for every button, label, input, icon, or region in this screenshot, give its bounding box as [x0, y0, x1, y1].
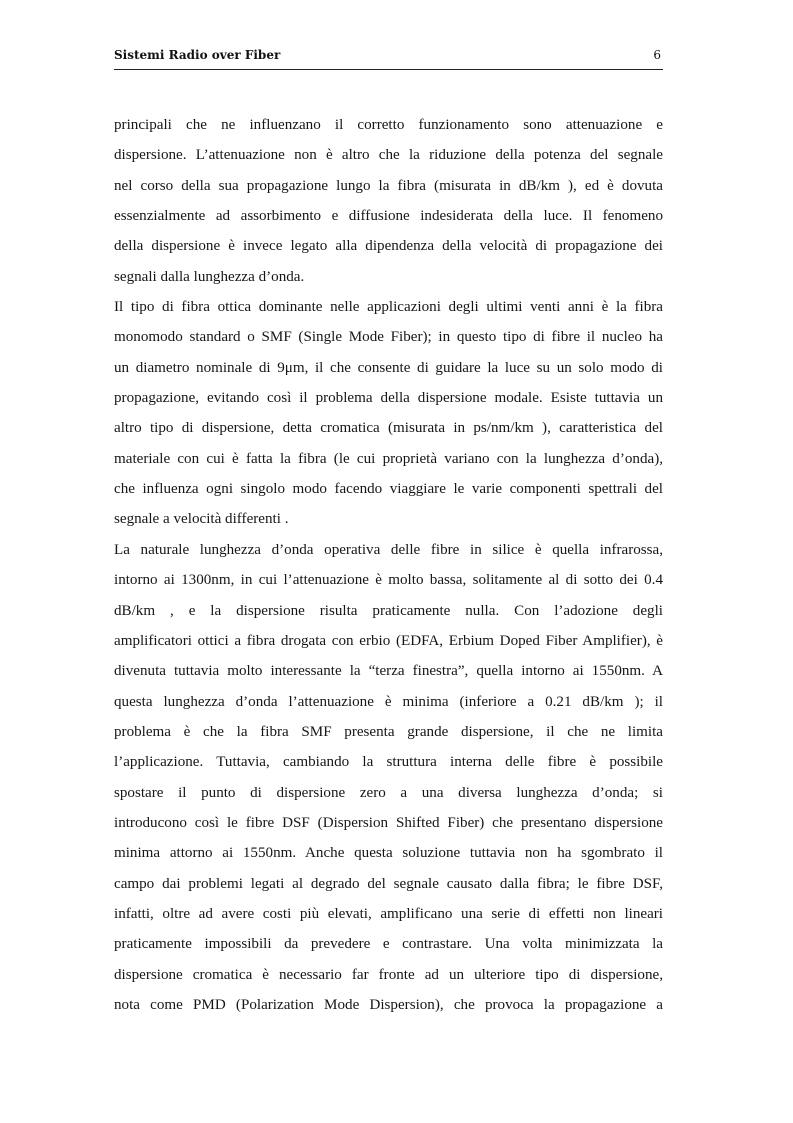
- text-line: nota come PMD (Polarization Mode Dispersion), che provoca la propagazione a: [114, 996, 663, 1013]
- text-line: amplificatori ottici a fibra drogata con erbio (EDFA, Erbium Doped Fiber Amplifier), è: [114, 632, 663, 649]
- text-line: l’applicazione. Tuttavia, cambiando la struttura interna delle fibre è possibile: [114, 754, 663, 771]
- text-line: questa lunghezza d’onda l’attenuazione è minima (inferiore a 0.21 dB/km ); il: [114, 693, 663, 710]
- text-line: problema è che la fibra SMF presenta grande dispersione, il che ne limita: [114, 723, 663, 740]
- text-line: minima attorno ai 1550nm. Anche questa soluzione tuttavia non ha sgombrato il: [114, 845, 663, 862]
- page-number: 6: [653, 48, 661, 62]
- text-line: Il tipo di fibra ottica dominante nelle applicazioni degli ultimi venti anni è la fibra: [114, 299, 663, 316]
- text-line: praticamente impossibili da prevedere e contrastare. Una volta minimizzata la: [114, 936, 663, 953]
- text-line: dispersione cromatica è necessario far fronte ad un ulteriore tipo di dispersione,: [114, 966, 663, 983]
- text-line: intorno ai 1300nm, in cui l’attenuazione è molto bassa, solitamente al di sotto dei 0.4: [114, 572, 663, 589]
- text-line: essenzialmente ad assorbimento e diffusione indesiderata della luce. Il fenomeno: [114, 208, 663, 225]
- text-line: materiale con cui è fatta la fibra (le cui proprietà variano con la lunghezza d’onda),: [114, 450, 663, 467]
- text-line: infatti, oltre ad avere costi più elevati, amplificano una serie di effetti non lineari: [114, 905, 663, 922]
- text-line: monomodo standard o SMF (Single Mode Fiber); in questo tipo di fibre il nucleo ha: [114, 329, 663, 346]
- text-line: propagazione, evitando così il problema della dispersione modale. Esiste tuttavia un: [114, 390, 663, 407]
- text-line: segnale a velocità differenti .: [114, 511, 289, 528]
- text-line: campo dai problemi legati al degrado del segnale causato dalla fibra; le fibre DSF,: [114, 875, 663, 892]
- text-line: nel corso della sua propagazione lungo la fibra (misurata in dB/km ), ed è dovuta: [114, 177, 663, 194]
- header-rule: [114, 69, 663, 70]
- text-line: divenuta tuttavia molto interessante la “terza finestra”, quella intorno ai 1550nm. A: [114, 663, 663, 680]
- text-line: altro tipo di dispersione, detta cromatica (misurata in ps/nm/km ), caratteristica del: [114, 420, 663, 437]
- body-text: [114, 110, 663, 1020]
- text-line: La naturale lunghezza d’onda operativa delle fibre in silice è quella infrarossa,: [114, 541, 663, 558]
- text-line: dB/km , e la dispersione risulta praticamente nulla. Con l’adozione degli: [114, 602, 663, 619]
- running-header: [114, 48, 663, 70]
- text-line: segnali dalla lunghezza d’onda.: [114, 268, 305, 285]
- text-line: dispersione. L’attenuazione non è altro che la riduzione della potenza del segnale: [114, 147, 663, 164]
- text-line: un diametro nominale di 9μm, il che consente di guidare la luce su un solo modo di: [114, 359, 663, 376]
- header-title: Sistemi Radio over Fiber: [114, 48, 281, 62]
- text-line: che influenza ogni singolo modo facendo viaggiare le varie componenti spettrali del: [114, 481, 663, 498]
- text-line: spostare il punto di dispersione zero a una diversa lunghezza d’onda; si: [114, 784, 663, 801]
- text-line: introducono così le fibre DSF (Dispersion Shifted Fiber) che presentano dispersione: [114, 814, 663, 831]
- text-line: della dispersione è invece legato alla dipendenza della velocità di propagazione dei: [114, 238, 663, 255]
- text-line: principali che ne influenzano il corretto funzionamento sono attenuazione e: [114, 117, 663, 133]
